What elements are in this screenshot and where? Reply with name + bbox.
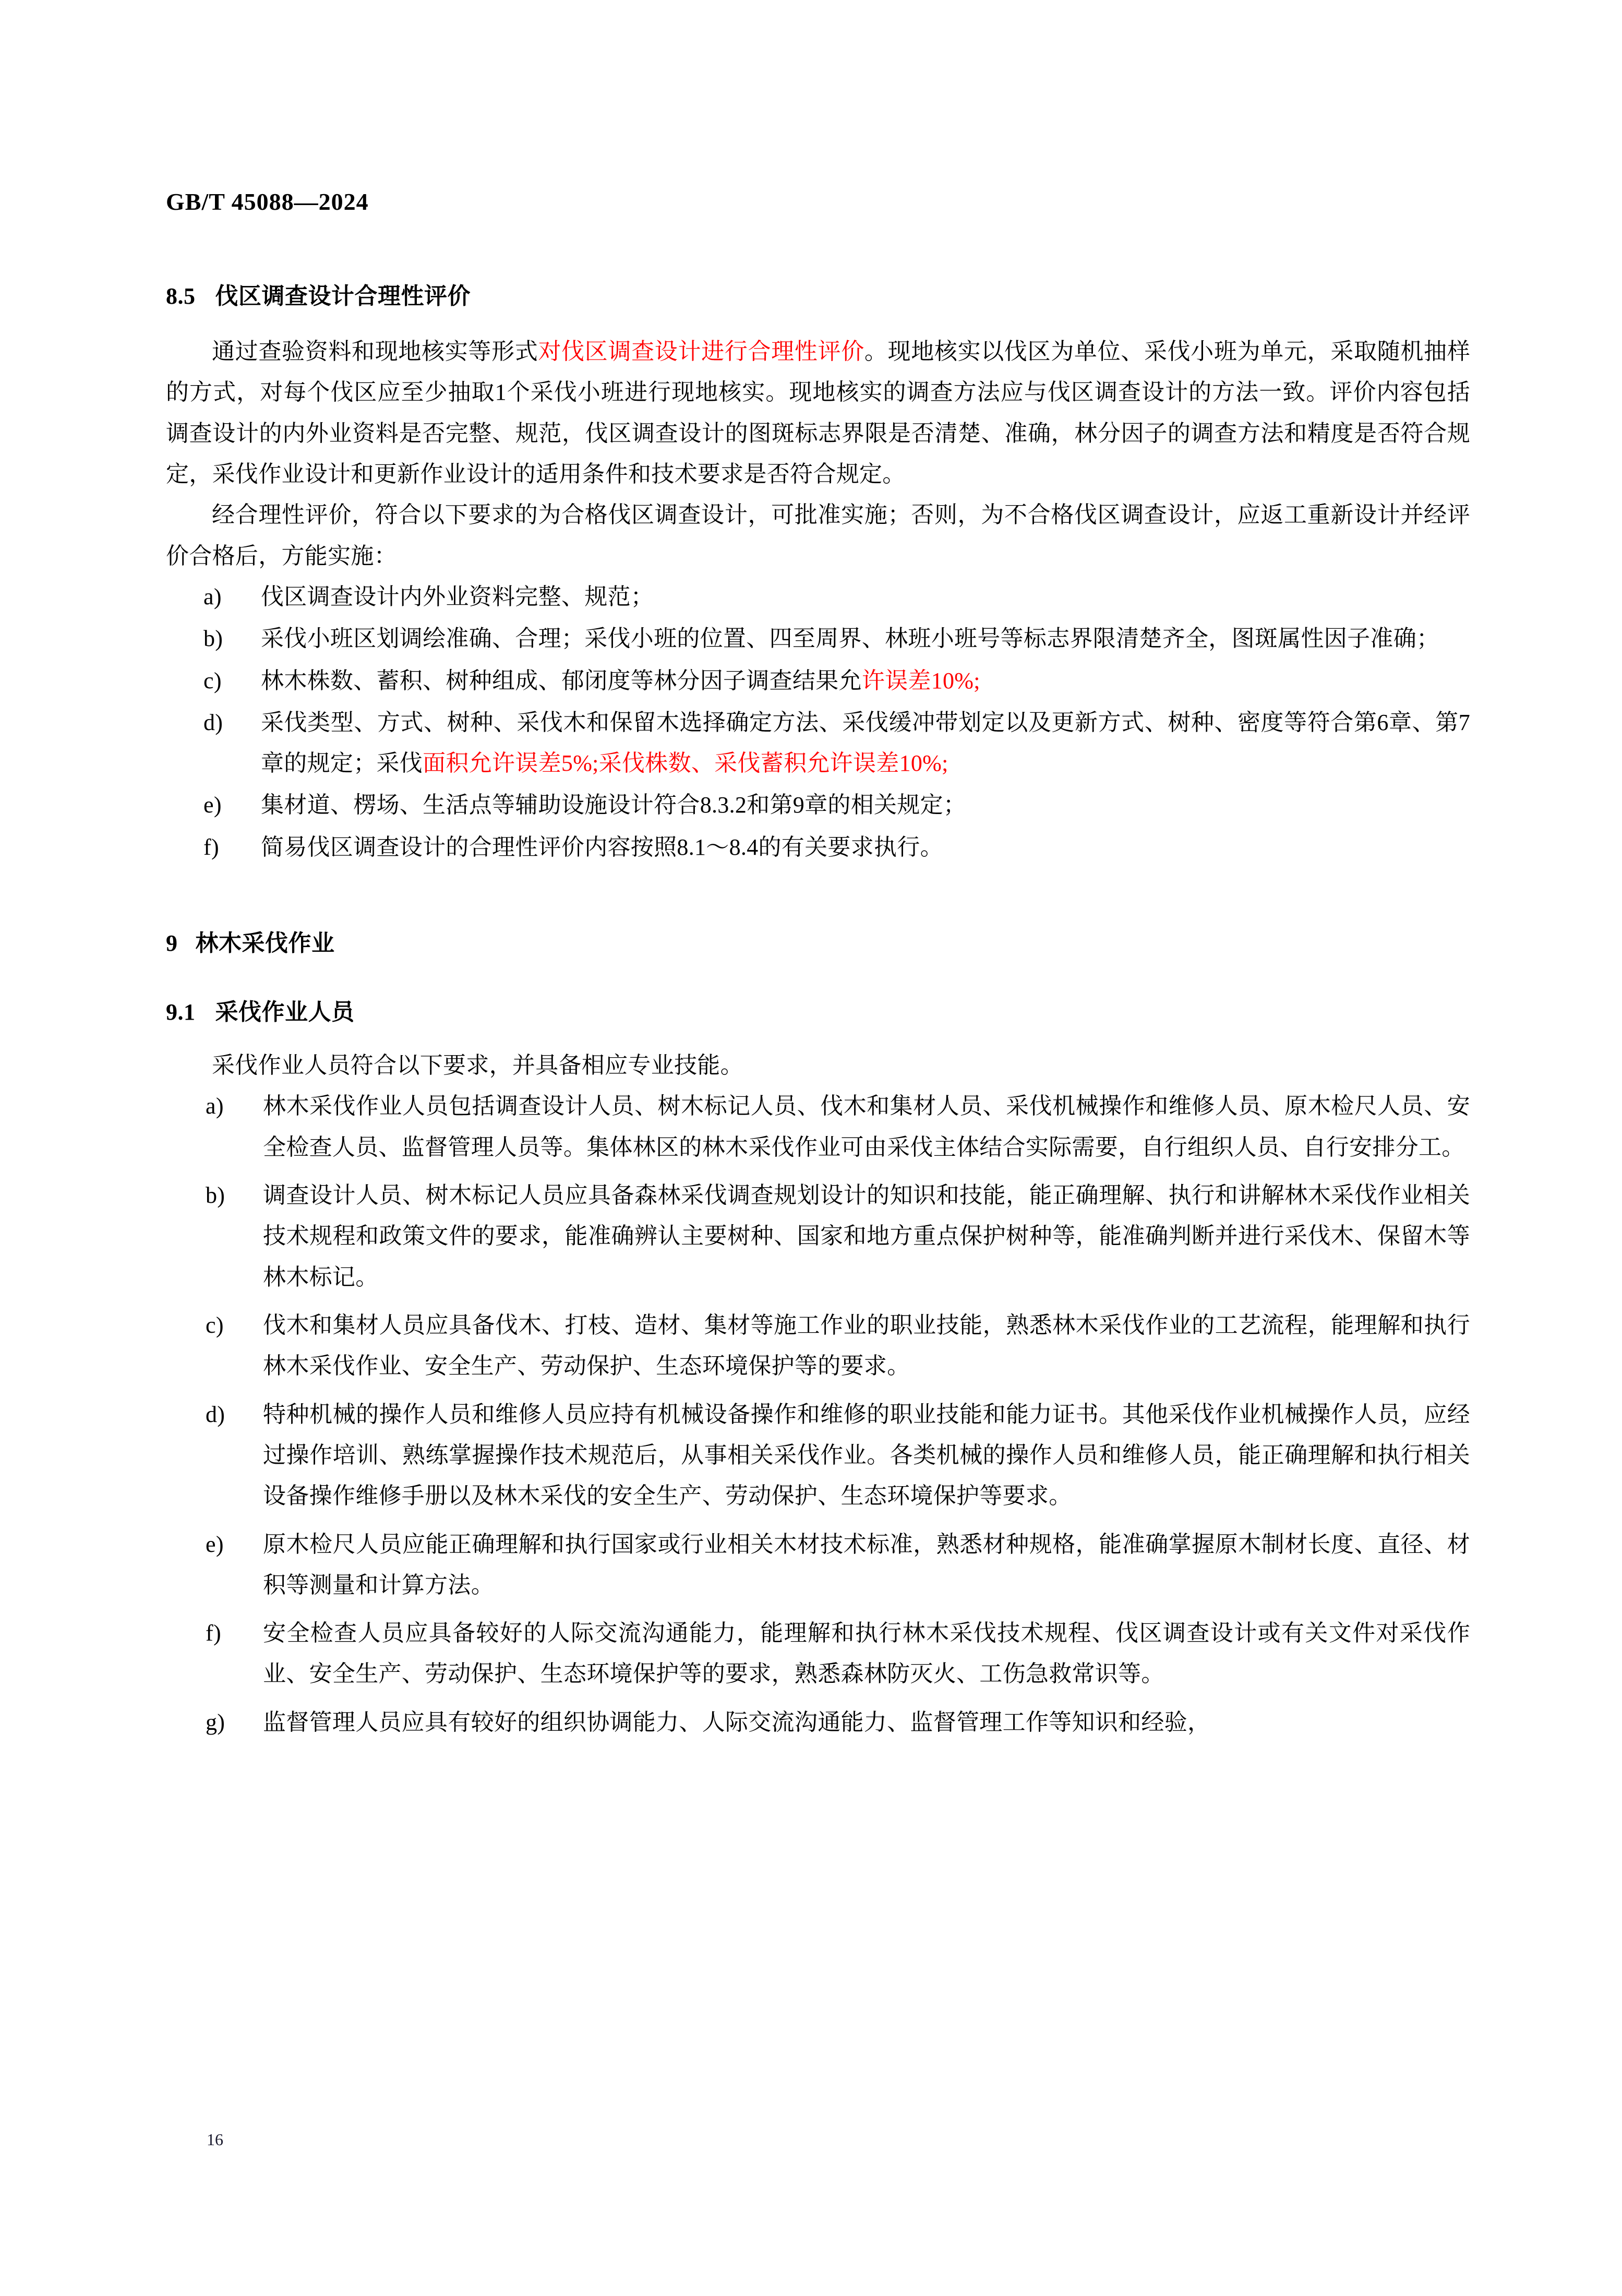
paragraph-8-5-1-pre: 通过查验资料和现地核实等形式	[212, 339, 538, 364]
heading-9-number: 9	[166, 930, 178, 956]
paragraph-8-5-1-post: 。现地核实以伐区为单位、采伐小班为单元，采取随机抽样的方式，对每个伐区应至少抽取1个采伐小班进行现地核实。现地核实的调查方法应与伐区调查设计的方法一致。评价内容包括调查设计的内外业资料是否完整、规范，伐区调查设计的图斑标志界限是否清楚、准确，林分因子的调查方法和精度是否符合规定，采伐作业设计和更新作业设计的适用条件和技术要求是否符合规定。	[166, 339, 1471, 487]
list-marker: f)	[206, 1620, 221, 1646]
list-item-text: 安全检查人员应具备较好的人际交流沟通能力，能理解和执行林木采伐技术规程、伐区调查设计或有关文件对采伐作业、安全生产、劳动保护、生态环境保护等的要求，熟悉森林防灭火、工伤急救常识等。	[263, 1620, 1470, 1687]
list-item	[166, 1305, 1470, 1387]
list-item	[166, 1702, 1470, 1743]
list-item-text: 简易伐区调查设计的合理性评价内容按照8.1～8.4的有关要求执行。	[261, 834, 943, 860]
list-item-text-pre: 采伐类型、方式、树种、采伐木和保留木选择确定方法、采伐缓冲带划定以及更新方式、树种、密度等符合第6章、第7章的规定；采伐	[261, 709, 1470, 776]
heading-8-5-number: 8.5	[166, 283, 196, 309]
list-item-text: 林木采伐作业人员包括调查设计人员、树木标记人员、伐木和集材人员、采伐机械操作和维修人员、原木检尺人员、安全检查人员、监督管理人员等。集体林区的林木采伐作业可由采伐主体结合实际需要，自行组织人员、自行安排分工。	[263, 1093, 1470, 1160]
list-item-text: 采伐小班区划调绘准确、合理；采伐小班的位置、四至周界、林班小班号等标志界限清楚齐全，图斑属性因子准确；	[261, 626, 1440, 652]
list-marker: e)	[203, 792, 222, 818]
heading-9-1-title: 采伐作业人员	[215, 999, 355, 1026]
list-marker: a)	[203, 583, 222, 609]
list-item-red-emphasis: 面积允许误差5%;采伐株数、采伐蓄积允许误差10%;	[423, 750, 948, 776]
list-item	[166, 661, 1470, 701]
page-number: 16	[207, 2130, 223, 2149]
list-item	[166, 1394, 1470, 1517]
list-9-1	[166, 1086, 1470, 1743]
heading-9-1-number: 9.1	[166, 999, 196, 1025]
list-item	[166, 785, 1470, 826]
paragraph-8-5-2: 经合理性评价，符合以下要求的为合格伐区调查设计，可批准实施；否则，为不合格伐区调查设计，应返工重新设计并经评价合格后，方能实施：	[166, 502, 1470, 569]
list-8-5	[166, 577, 1470, 868]
list-marker: c)	[206, 1312, 224, 1338]
list-item	[166, 1086, 1470, 1168]
paragraph-9-1-intro: 采伐作业人员符合以下要求，并具备相应专业技能。	[212, 1053, 743, 1079]
list-item-text: 监督管理人员应具有较好的组织协调能力、人际交流沟通能力、监督管理工作等知识和经验，	[263, 1709, 1211, 1735]
list-marker: b)	[203, 626, 223, 652]
list-item-text: 调查设计人员、树木标记人员应具备森林采伐调查规划设计的知识和技能，能正确理解、执行和讲解林木采伐作业相关技术规程和政策文件的要求，能准确辨认主要树种、国家和地方重点保护树种等，能准确判断并进行采伐木、保留木等林木标记。	[263, 1182, 1470, 1290]
list-marker: c)	[203, 667, 222, 693]
page-content	[166, 188, 1470, 1750]
list-marker: d)	[206, 1401, 225, 1427]
list-item	[166, 1524, 1470, 1606]
list-marker: a)	[206, 1093, 224, 1119]
heading-9-1	[166, 993, 1470, 1026]
list-item	[166, 577, 1470, 617]
list-item	[166, 702, 1470, 784]
list-item-text: 伐木和集材人员应具备伐木、打枝、造材、集材等施工作业的职业技能，熟悉林木采伐作业的工艺流程，能理解和执行林木采伐作业、安全生产、劳动保护、生态环境保护等的要求。	[263, 1312, 1470, 1379]
list-marker: g)	[206, 1709, 225, 1735]
list-marker: f)	[203, 834, 219, 860]
list-item	[166, 1175, 1470, 1298]
heading-8-5	[166, 277, 1470, 310]
list-item	[166, 827, 1470, 868]
list-item-text: 伐区调查设计内外业资料完整、规范；	[261, 583, 654, 609]
paragraph-8-5-1	[166, 331, 1470, 495]
list-marker: d)	[203, 709, 223, 735]
list-item	[166, 1613, 1470, 1695]
heading-9	[166, 924, 1470, 958]
list-item-text-pre: 林木株数、蓄积、树种组成、郁闭度等林分因子调查结果允	[261, 667, 862, 693]
list-item-red-emphasis: 许误差10%;	[861, 667, 980, 693]
list-item-text: 特种机械的操作人员和维修人员应持有机械设备操作和维修的职业技能和能力证书。其他采伐作业机械操作人员，应经过操作培训、熟练掌握操作技术规范后，从事相关采伐作业。各类机械的操作人员和维修人员，能正确理解和执行相关设备操作维修手册以及林木采伐的安全生产、劳动保护、生态环境保护等要求。	[263, 1401, 1470, 1509]
list-marker: e)	[206, 1531, 224, 1557]
list-item	[166, 618, 1470, 659]
list-item-text: 集材道、楞场、生活点等辅助设施设计符合8.3.2和第9章的相关规定；	[261, 792, 967, 818]
paragraph-8-5-1-red-emphasis: 对伐区调查设计进行合理性评价	[538, 339, 864, 364]
heading-9-title: 林木采伐作业	[195, 930, 335, 957]
document-standard-header: GB/T 45088—2024	[166, 188, 369, 215]
list-item-text: 原木检尺人员应能正确理解和执行国家或行业相关木材技术标准，熟悉材种规格，能准确掌握原木制材长度、直径、材积等测量和计算方法。	[263, 1531, 1470, 1598]
list-marker: b)	[206, 1182, 225, 1208]
heading-8-5-title: 伐区调查设计合理性评价	[215, 283, 471, 309]
